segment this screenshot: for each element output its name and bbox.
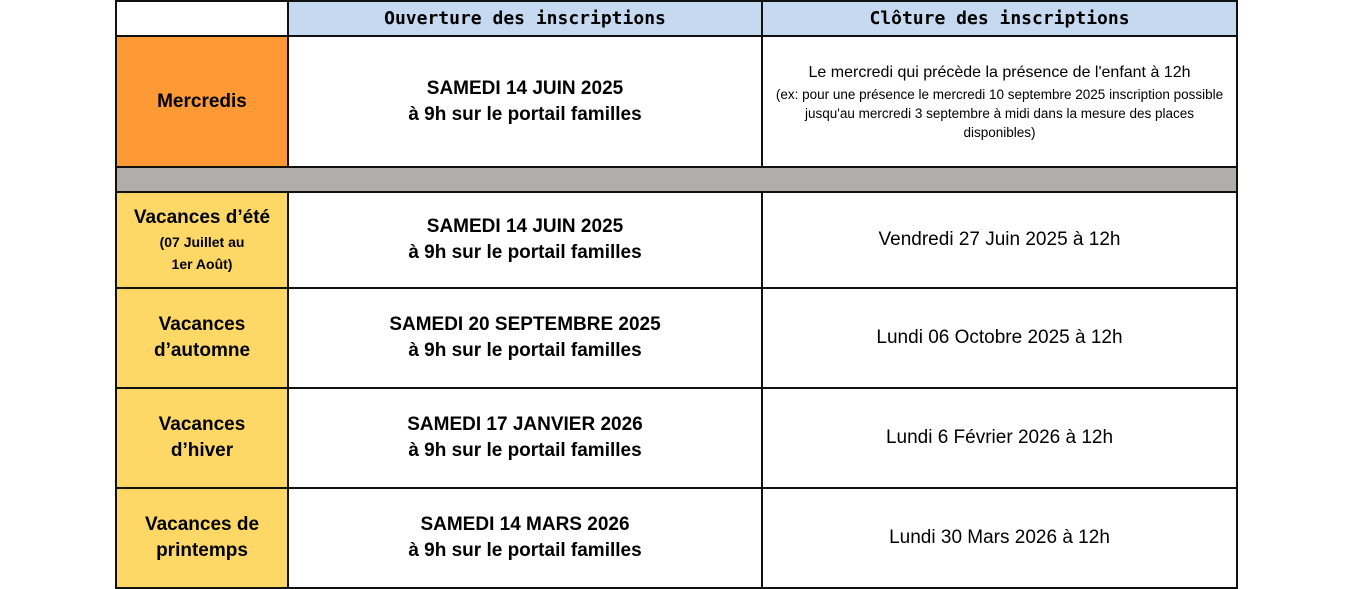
header-cloture: Clôture des inscriptions	[762, 1, 1237, 36]
open-date: SAMEDI 14 MARS 2026	[420, 514, 630, 535]
open-where: à 9h sur le portail familles	[408, 540, 642, 561]
close-note-text: (ex: pour une présence le mercredi 10 septembre 2025 inscription possible jusqu'au mercredi 3 septembre à midi dans la mesure des places disponibles)	[775, 86, 1224, 140]
open-date: SAMEDI 20 SEPTEMBRE 2025	[389, 314, 661, 335]
open-cell-mercredis	[288, 36, 762, 167]
close-main-text: Le mercredi qui précède la présence de l'enfant à 12h	[808, 63, 1191, 81]
row-label-mercredis: Mercredis	[116, 36, 288, 167]
header-row	[116, 1, 1237, 36]
row-label-line: Vacances	[158, 314, 246, 335]
separator-band	[116, 167, 1237, 192]
open-where: à 9h sur le portail familles	[408, 340, 642, 361]
row-label-dates: 1er Août)	[171, 256, 233, 272]
close-cell: Lundi 06 Octobre 2025 à 12h	[762, 288, 1237, 388]
inscriptions-table	[115, 0, 1238, 589]
table-row	[116, 488, 1237, 588]
table-row	[116, 192, 1237, 288]
row-label-line: d’hiver	[170, 440, 234, 461]
header-corner-cell	[116, 1, 288, 36]
open-where: à 9h sur le portail familles	[408, 242, 642, 263]
open-where: à 9h sur le portail familles	[408, 103, 642, 125]
row-label-line: d’automne	[153, 340, 251, 361]
row-label-hiver	[116, 388, 288, 488]
row-label-line: Vacances d’été	[133, 207, 271, 228]
open-cell	[288, 488, 762, 588]
table-row	[116, 388, 1237, 488]
row-label-dates: (07 Juillet au	[159, 234, 245, 250]
header-ouverture: Ouverture des inscriptions	[288, 1, 762, 36]
open-where: à 9h sur le portail familles	[408, 440, 642, 461]
separator-row	[116, 167, 1237, 192]
open-cell	[288, 388, 762, 488]
row-label-line: printemps	[156, 540, 248, 561]
close-cell: Lundi 6 Février 2026 à 12h	[762, 388, 1237, 488]
open-date: SAMEDI 17 JANVIER 2026	[407, 414, 643, 435]
close-cell: Lundi 30 Mars 2026 à 12h	[762, 488, 1237, 588]
row-label-automne	[116, 288, 288, 388]
table-row-mercredis	[116, 36, 1237, 167]
open-cell	[288, 288, 762, 388]
open-date: SAMEDI 14 JUIN 2025	[426, 77, 624, 99]
row-label-ete	[116, 192, 288, 288]
open-cell	[288, 192, 762, 288]
row-label-printemps	[116, 488, 288, 588]
table-row	[116, 288, 1237, 388]
row-label-line: Vacances de	[144, 514, 260, 535]
close-cell-mercredis	[762, 36, 1237, 167]
row-label-line: Vacances	[158, 414, 246, 435]
close-cell: Vendredi 27 Juin 2025 à 12h	[762, 192, 1237, 288]
open-date: SAMEDI 14 JUIN 2025	[426, 216, 624, 237]
